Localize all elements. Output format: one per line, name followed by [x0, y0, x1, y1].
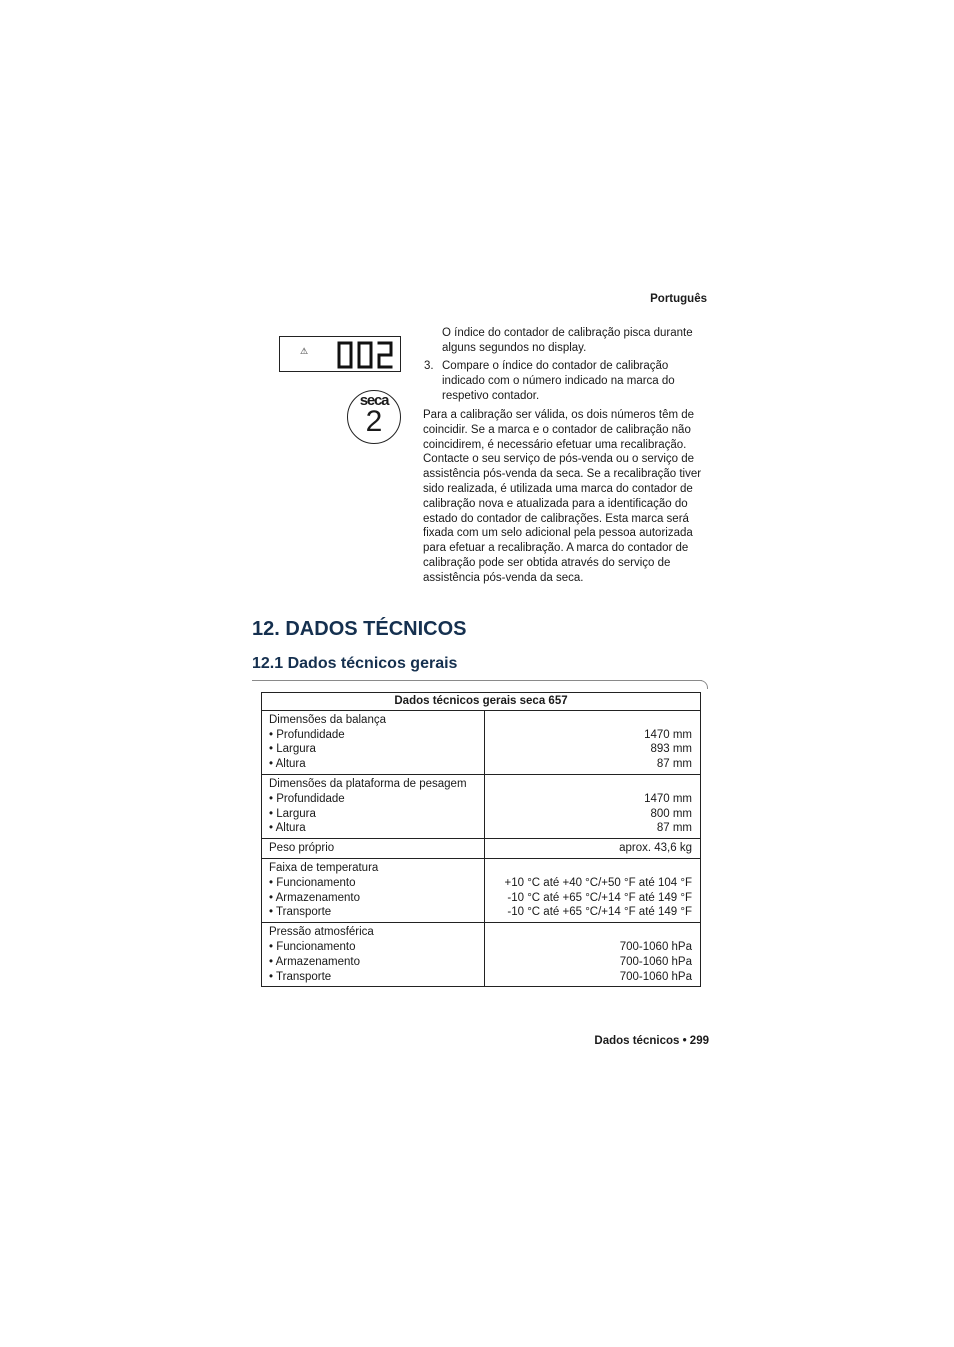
- table-row: [262, 774, 701, 838]
- row-label-cell: [262, 923, 485, 987]
- row-label-cell: [262, 774, 485, 838]
- row-label-cell: [262, 858, 485, 922]
- row-value: 1470 mm: [644, 792, 692, 805]
- row-label: Peso próprio: [269, 842, 335, 855]
- value-spacer: [492, 713, 692, 728]
- row-label-cell: [262, 839, 485, 859]
- row-sub-item: • Profundidade: [269, 728, 476, 743]
- row-sub-item: • Funcionamento: [269, 940, 476, 955]
- row-value: 1470 mm: [644, 728, 692, 741]
- seven-segment-digits: [336, 340, 396, 370]
- table-row: [262, 839, 701, 859]
- table-title: Dados técnicos gerais seca 657: [262, 693, 701, 711]
- subsection-heading: 12.1 Dados técnicos gerais: [252, 655, 458, 672]
- row-value-cell: [485, 858, 701, 922]
- technical-data-table: [261, 692, 701, 987]
- row-sub-item: • Profundidade: [269, 792, 476, 807]
- row-sub-item: • Armazenamento: [269, 955, 476, 970]
- language-label: Português: [650, 293, 707, 305]
- row-value-cell: [485, 839, 701, 859]
- row-label: Dimensões da balança: [269, 713, 386, 726]
- table-row: [262, 923, 701, 987]
- row-sub-item: • Transporte: [269, 905, 476, 920]
- section-heading: 12. DADOS TÉCNICOS: [252, 618, 467, 640]
- row-label: Pressão atmosférica: [269, 926, 374, 939]
- row-value: 893 mm: [650, 743, 692, 756]
- row-label-cell: [262, 710, 485, 774]
- table-row: [262, 710, 701, 774]
- row-sub-item: • Transporte: [269, 970, 476, 985]
- row-value: -10 °C até +65 °C/+14 °F até 149 °F: [507, 906, 692, 919]
- paragraph-calibration-blink: O índice do contador de calibração pisca durante alguns segundos no display.: [442, 327, 693, 354]
- calibration-counter-seal: [347, 390, 401, 444]
- value-spacer: [492, 777, 692, 792]
- heading-rule-corner: [699, 680, 708, 689]
- value-spacer: [492, 925, 692, 940]
- row-sub-item: • Largura: [269, 807, 476, 822]
- table-row: [262, 858, 701, 922]
- warning-triangle-icon: ⚠: [300, 346, 309, 356]
- row-value: 700-1060 hPa: [619, 970, 692, 983]
- row-sub-item: • Funcionamento: [269, 876, 476, 891]
- row-label: Faixa de temperatura: [269, 861, 379, 874]
- step-number: 3.: [424, 360, 434, 372]
- row-value: -10 °C até +65 °C/+14 °F até 149 °F: [507, 891, 692, 904]
- row-value-cell: [485, 774, 701, 838]
- calibration-display: [279, 336, 401, 372]
- row-value: 800 mm: [650, 807, 692, 820]
- row-sub-item: • Largura: [269, 742, 476, 757]
- heading-rule: [252, 680, 702, 681]
- seal-number: 2: [365, 405, 383, 438]
- paragraph-calibration-validity: Para a calibração ser válida, os dois números têm de coincidir. Se a marca e o contador de calibração não coincidirem, é necessário efetuar uma recalibração. Contacte o seu serviço de pós-venda ou o serviço de assistência pós-venda da seca. Se a recalibração tiver sido realizada, é utilizada uma marca do contador de calibração nova e atualizada para a identificação do estado do contador de calibrações. Esta marca será fixada com um selo adicional pela pessoa autorizada para efetuar a recalibração. A marca do contador de calibração pode ser obtida através do serviço de assistência pós-venda da seca.: [423, 409, 702, 584]
- row-value: 87 mm: [656, 758, 692, 771]
- row-value-cell: [485, 923, 701, 987]
- seal-brand: seca: [359, 392, 389, 409]
- row-value-cell: [485, 710, 701, 774]
- row-value: +10 °C até +40 °C/+50 °F até 104 °F: [504, 876, 692, 889]
- page-footer: Dados técnicos • 299: [594, 1035, 709, 1047]
- row-sub-item: • Armazenamento: [269, 891, 476, 906]
- step-compare-text: Compare o índice do contador de calibração indicado com o número indicado na marca do respetivo contador.: [442, 360, 675, 402]
- row-value: aprox. 43,6 kg: [619, 842, 692, 855]
- value-spacer: [492, 861, 692, 876]
- row-value: 700-1060 hPa: [619, 940, 692, 953]
- row-value: 87 mm: [656, 822, 692, 835]
- row-sub-item: • Altura: [269, 821, 476, 836]
- row-label: Dimensões da plataforma de pesagem: [269, 777, 467, 790]
- row-value: 700-1060 hPa: [619, 955, 692, 968]
- row-sub-item: • Altura: [269, 757, 476, 772]
